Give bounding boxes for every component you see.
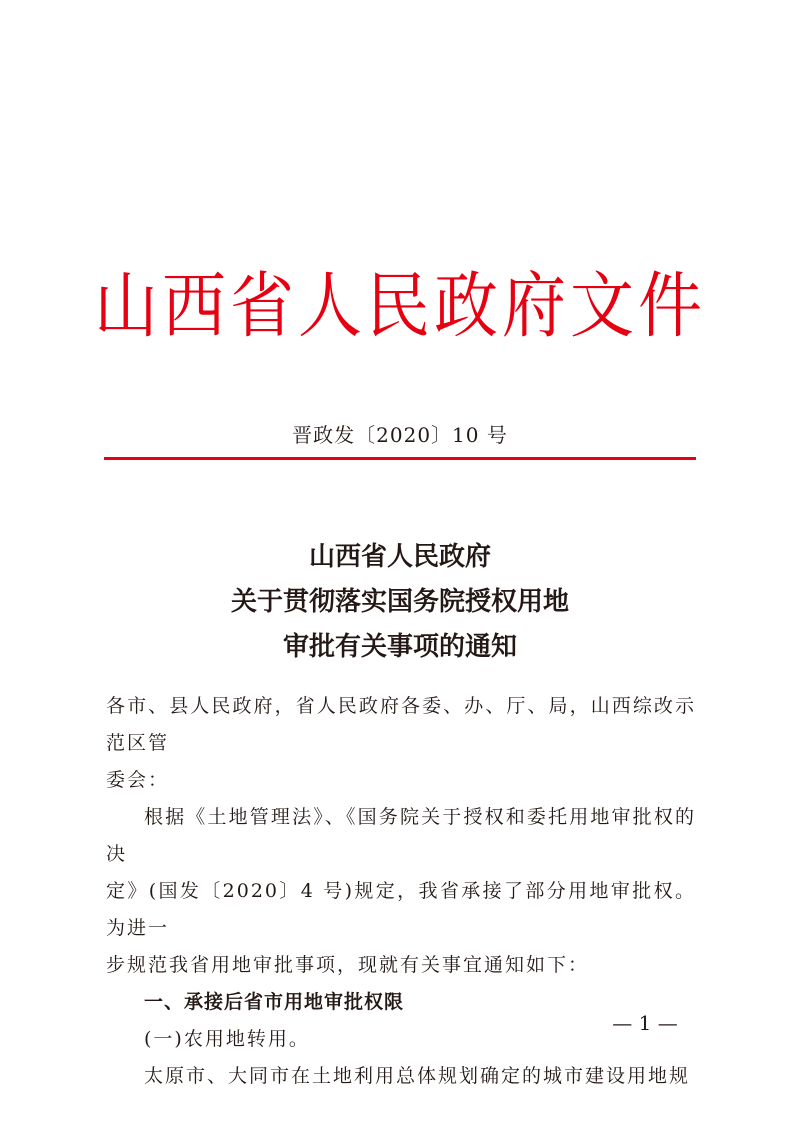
page-number: — 1 — <box>612 1011 678 1035</box>
paragraph-2-line-1: 太原市、大同市在土地利用总体规划确定的城市建设用地规 <box>144 1065 691 1087</box>
masthead-title: 山西省人民政府文件 <box>94 265 706 349</box>
paragraph-1-line-2: 定》(国发〔2020〕4 号)规定，我省承接了部分用地审批权。为进一 <box>106 880 696 939</box>
paragraph-1-line-1: 根据《土地管理法》、《国务院关于授权和委托用地审批权的决 <box>106 806 696 865</box>
subheading-1: (一)农用地转用。 <box>144 1028 310 1050</box>
document-number: 晋政发〔2020〕10 号 <box>292 423 508 447</box>
addressee-line-1: 各市、县人民政府，省人民政府各委、办、厅、局，山西综改示范区管 <box>106 695 696 754</box>
paragraph-1-line-3: 步规范我省用地审批事项，现就有关事宜通知如下： <box>106 954 590 976</box>
title-line-3: 审批有关事项的通知 <box>282 632 517 662</box>
title-line-1: 山西省人民政府 <box>308 542 491 572</box>
title-line-2: 关于贯彻落实国务院授权用地 <box>230 587 569 617</box>
addressee-line-2: 委会： <box>106 769 170 791</box>
notice-title <box>0 535 800 670</box>
section-heading-1: 一、承接后省市用地审批权限 <box>144 991 405 1013</box>
red-separator-line <box>104 457 696 460</box>
